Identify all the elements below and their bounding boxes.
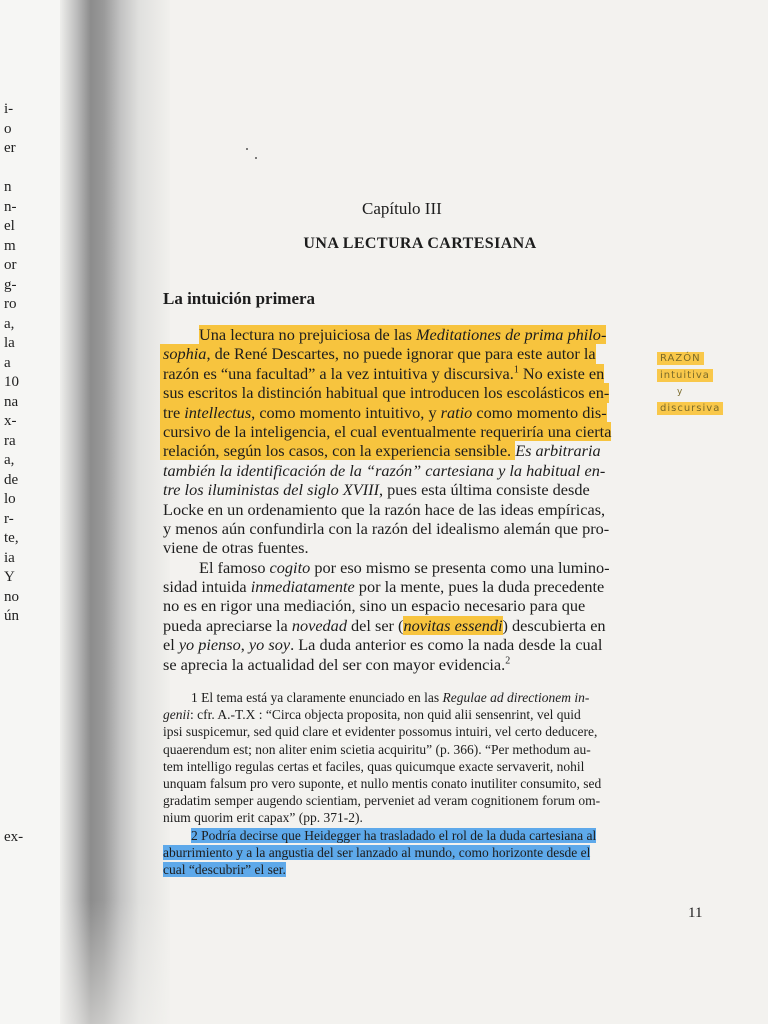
text-line: pueda apreciarse la novedad del ser (novitas essendi) descubierta en	[163, 615, 606, 635]
text-line: El famoso cogito por eso mismo se presenta como una lumino-	[199, 557, 610, 577]
previous-page-fragment: a,	[4, 315, 15, 332]
text-line: Locke en un ordenamiento que la razón hace de las ideas empíricas,	[163, 499, 606, 519]
previous-page-fragment: or	[4, 257, 17, 273]
scan-speck	[246, 148, 248, 150]
footnote-line: cual “descubrir” el ser.	[163, 861, 286, 877]
text-line: tre intellectus, como momento intuitivo, y ratio como momento dis-	[163, 403, 645, 422]
text-line: se aprecia la actualidad del ser con mayor evidencia.$^2$	[163, 654, 511, 674]
previous-page-fragment: de	[4, 471, 19, 488]
previous-page-fragment: Y	[4, 569, 15, 585]
previous-page-fragment: el	[4, 218, 15, 234]
book-gutter-shadow	[60, 0, 170, 1024]
text-line: y menos aún confundirla con la razón del idealismo alemán que pro-	[163, 518, 610, 538]
footnotes	[163, 689, 645, 878]
previous-page-fragment: n	[4, 179, 12, 195]
chapter-label: Capítulo III	[362, 199, 442, 218]
previous-page-fragment: a,	[4, 452, 15, 468]
text-line: sidad intuida inmediatamente por la mente, pues la duda precedente	[163, 577, 605, 597]
previous-page-fragment: x-	[4, 413, 17, 429]
previous-page-fragments	[4, 100, 19, 627]
text-line: tre los iluministas del siglo XVIII, pues esta última consiste desde	[163, 480, 590, 500]
footnote-line: nium quorim erit capax” (pp. 371-2).	[163, 810, 363, 826]
previous-page-fragment	[4, 159, 19, 179]
text-line: cursivo de la inteligencia, el cual eventualmente requeriría una cierta	[163, 422, 645, 441]
previous-page-fragment: g-	[4, 276, 17, 293]
footnote-line: tem intelligo regulas certas et faciles, quas quicumque exacte servaverit, nohil	[163, 758, 585, 774]
previous-page-fragment: i-	[4, 101, 14, 117]
previous-page-fragment: 10	[4, 374, 19, 390]
text-line: no es en rigor una mediación, sino un espacio necesario para que	[163, 596, 586, 616]
previous-page-fragment: lo	[4, 491, 16, 507]
footnote-line: 1 El tema está ya claramente enunciado en las Regulae ad directionem in-	[191, 690, 590, 705]
text-line: sophia, de René Descartes, no puede ignorar que para este autor la	[163, 344, 645, 363]
footnote-line: 2 Podría decirse que Heidegger ha trasladado el rol de la duda cartesiana al	[191, 827, 597, 843]
previous-page-fragment: la	[4, 335, 15, 351]
footnote-line: unquam falsum pro vero suponte, et nullo mentis conato inutiliter consumito, sed	[163, 775, 602, 791]
scan-speck	[255, 157, 257, 159]
text-line: sus escritos la distinción habitual que introducen los escolásticos en-	[163, 383, 645, 402]
footnote-line: quaerendum est; non aliter enim scietia acquiritu” (p. 366). “Per methodum au-	[163, 741, 591, 757]
previous-page-fragment: m	[4, 237, 16, 254]
text-line: viene de otras fuentes.	[163, 538, 309, 558]
previous-page-fragment: o	[4, 120, 12, 137]
previous-page-fragment: r-	[4, 510, 14, 527]
previous-page-fragment: ro	[4, 296, 17, 312]
previous-page-fragment: er	[4, 140, 16, 156]
chapter-title: UNA LECTURA CARTESIANA	[303, 235, 537, 252]
body-text	[163, 325, 645, 674]
previous-page-fragment: ún	[4, 608, 19, 624]
page-number: 11	[688, 905, 703, 921]
previous-page-fragment-bottom: ex-	[4, 829, 24, 845]
previous-page-fragment: ra	[4, 432, 16, 449]
text-line: Una lectura no prejuiciosa de las Meditationes de prima philo-	[199, 325, 607, 344]
section-heading: La intuición primera	[163, 289, 316, 308]
text-line: relación, según los casos, con la experiencia sensible. Es arbitraria	[163, 441, 645, 460]
gutter-fade	[60, 900, 170, 1024]
previous-page-fragment: n-	[4, 198, 17, 215]
previous-page-fragment: ia	[4, 549, 15, 566]
footnote-line: ipsi suspicemur, sed quid clare et evidenter possomus intuiri, vel certo deducere,	[163, 724, 598, 740]
text-line: también la identificación de la “razón” cartesiana y la habitual en-	[163, 460, 606, 480]
handwritten-margin-note: RAZÓN intuitiva y discursiva	[657, 352, 723, 419]
previous-page-fragment: na	[4, 393, 19, 410]
previous-page-fragment: a	[4, 354, 11, 371]
footnote-line: gradatim semper augendo scientiam, perveniet ad veram cognitionem forum om-	[163, 793, 601, 809]
text-line: el yo pienso, yo soy. La duda anterior es como la nada desde la cual	[163, 635, 603, 655]
previous-page-fragment: te,	[4, 530, 19, 546]
text-line: razón es “una facultad” a la vez intuitiva y discursiva.$^1$ No existe en	[163, 364, 645, 383]
footnote-line: genii: cfr. A.-T.X : “Circa objecta proposita, non quid alii sensenrint, vel quid	[163, 707, 581, 723]
previous-page-fragment: no	[4, 588, 19, 605]
footnote-line: aburrimiento y a la angustia del ser lanzado al mundo, como horizonte desde el	[163, 844, 591, 860]
